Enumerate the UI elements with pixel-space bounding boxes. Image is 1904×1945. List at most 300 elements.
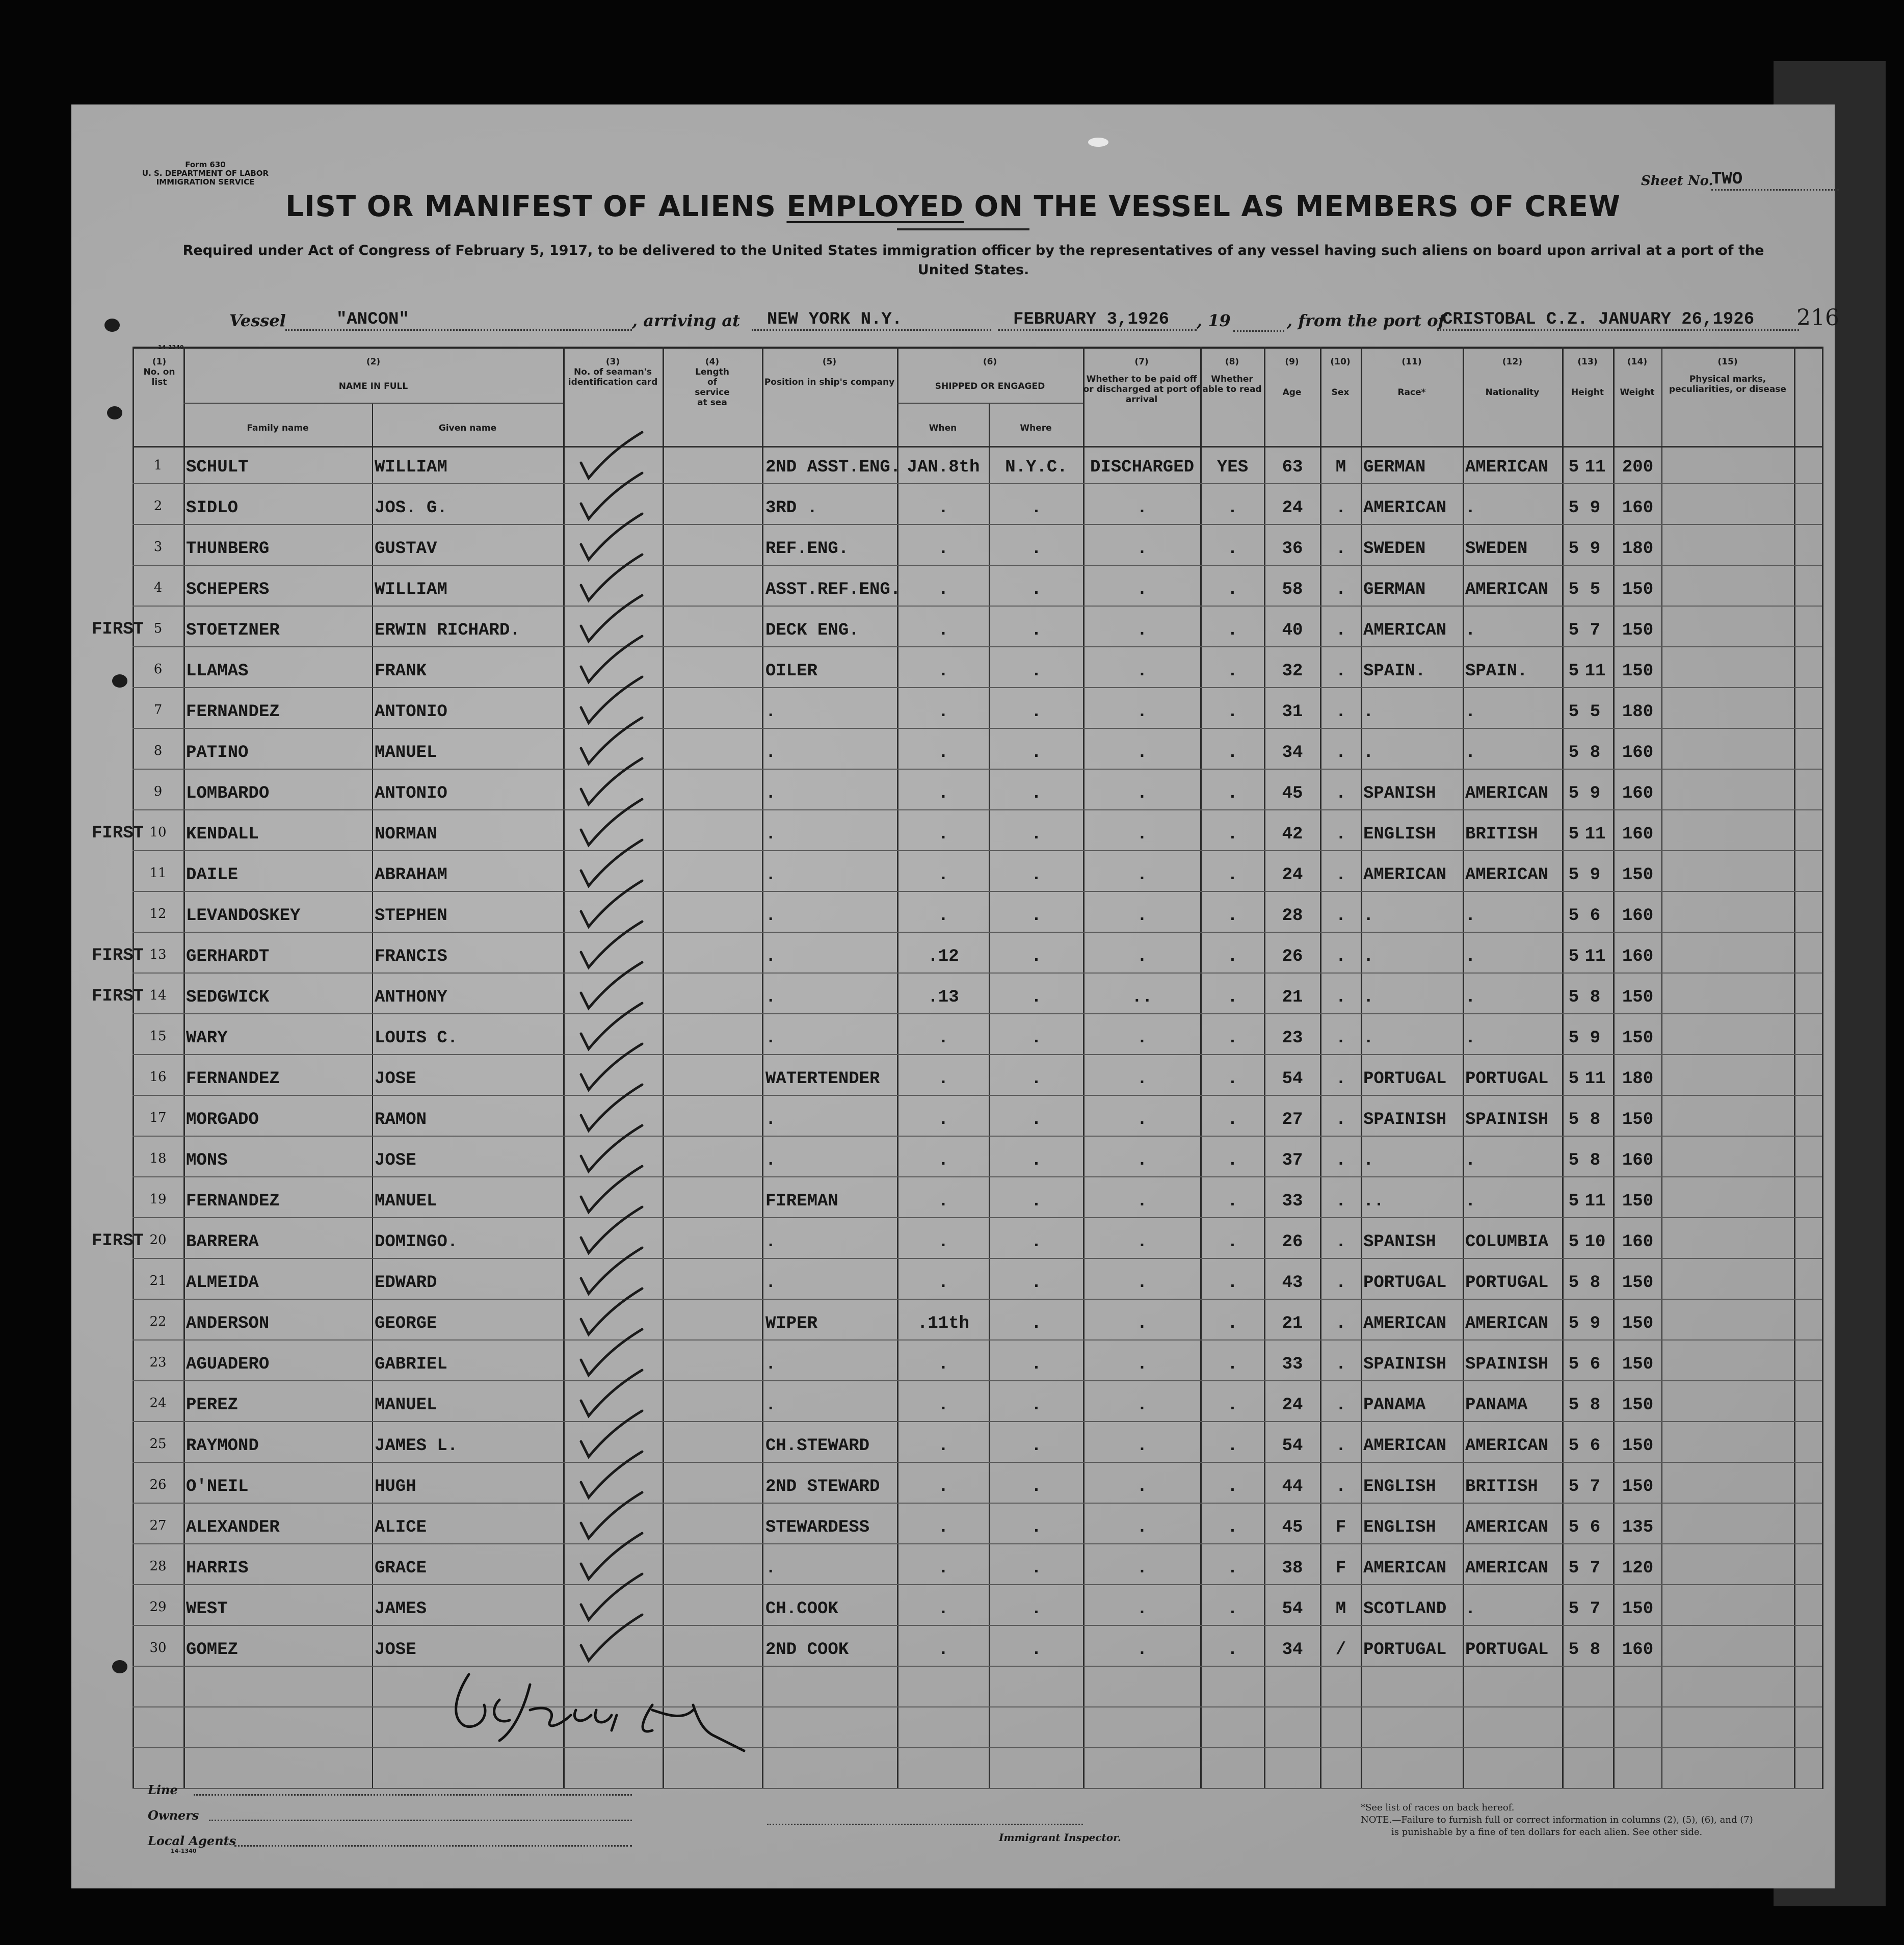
cell-weight: 160 (1622, 825, 1654, 844)
cell-age: 44 (1282, 1477, 1303, 1496)
cell-where: . (1031, 784, 1042, 803)
cell-weight: 160 (1622, 947, 1654, 966)
cell-nationality: SWEDEN (1465, 539, 1528, 559)
cell-weight: 135 (1622, 1518, 1654, 1537)
cell-read: . (1227, 1640, 1238, 1660)
cell-when: . (938, 621, 949, 640)
col-sex-title: Sex (1331, 387, 1350, 398)
cell-where: . (1031, 621, 1042, 640)
cell-family: ANDERSON (186, 1314, 270, 1333)
cell-race: SPANISH (1363, 784, 1436, 803)
cell-position: . (765, 784, 776, 803)
cell-sex: . (1335, 1314, 1346, 1333)
col-age-number: (9) (1285, 357, 1299, 367)
cell-where: . (1031, 702, 1042, 722)
cell-no: 27 (149, 1518, 167, 1533)
cell-paid-off: . (1136, 1640, 1148, 1660)
cell-ht-ft: 5 (1568, 539, 1579, 559)
cell-where: . (1031, 1396, 1042, 1415)
cell-ht-in: 9 (1590, 1029, 1601, 1048)
cell-age: 63 (1282, 458, 1303, 477)
cell-family: SCHULT (186, 458, 249, 477)
cell-when: .12 (928, 947, 959, 966)
cell-when: . (938, 906, 949, 926)
cell-age: 45 (1282, 784, 1303, 803)
cell-position: STEWARDESS (765, 1518, 870, 1537)
check-mark (581, 881, 642, 927)
cell-read: . (1227, 988, 1238, 1007)
cell-read: YES (1217, 458, 1249, 477)
cell-paid-off: DISCHARGED (1090, 458, 1195, 477)
cell-nationality: . (1465, 621, 1476, 640)
agents-label: Local Agents (148, 1833, 236, 1848)
cell-when: .11th (917, 1314, 970, 1333)
cell-position: OILER (765, 662, 818, 681)
cell-where: . (1031, 1232, 1042, 1252)
cell-read: . (1227, 825, 1238, 844)
cell-ht-ft: 5 (1568, 1396, 1579, 1415)
cell-where: . (1031, 1314, 1042, 1333)
col-age-title: Age (1282, 387, 1302, 398)
check-mark (581, 1085, 642, 1131)
cell-position: CH.STEWARD (765, 1436, 870, 1456)
check-mark (581, 962, 642, 1008)
cell-given: GABRIEL (375, 1355, 447, 1374)
races-note: *See list of races on back hereof. (1361, 1802, 1515, 1813)
cell-paid-off: . (1136, 1273, 1148, 1293)
col-where-header: Where (1020, 423, 1052, 433)
cell-race: GERMAN (1363, 458, 1426, 477)
margin-note: FIRST (92, 1231, 144, 1251)
cell-age: 26 (1282, 1232, 1303, 1252)
col-paidoff-title: Whether to be paid off or discharged at port of arrival (1083, 374, 1200, 405)
line-label: Line (148, 1782, 178, 1797)
cell-family: LLAMAS (186, 662, 249, 681)
cell-age: 23 (1282, 1029, 1303, 1048)
col-marks-number: (15) (1717, 357, 1738, 367)
cell-read: . (1227, 1559, 1238, 1578)
cell-race: SPANISH (1363, 1232, 1436, 1252)
cell-weight: 150 (1622, 1355, 1654, 1374)
cell-family: SCHEPERS (186, 580, 270, 599)
footer-notes (1361, 1802, 1753, 1838)
cell-read: . (1227, 743, 1238, 763)
cell-ht-in: 7 (1590, 621, 1601, 640)
cell-ht-ft: 5 (1568, 1273, 1579, 1293)
cell-race: PORTUGAL (1363, 1273, 1447, 1293)
cell-race: . (1363, 1151, 1374, 1170)
cell-nationality: AMERICAN (1465, 1436, 1549, 1456)
cell-age: 31 (1282, 702, 1303, 722)
cell-where: . (1031, 580, 1042, 599)
cell-position: . (765, 865, 776, 885)
cell-race: PORTUGAL (1363, 1640, 1447, 1660)
cell-ht-ft: 5 (1568, 743, 1579, 763)
cell-given: FRANCIS (375, 947, 447, 966)
margin-note: FIRST (92, 987, 144, 1006)
cell-where: . (1031, 1273, 1042, 1293)
cell-nationality: BRITISH (1465, 1477, 1538, 1496)
cell-read: . (1227, 784, 1238, 803)
cell-sex: . (1335, 906, 1346, 926)
cell-ht-in: 7 (1590, 1559, 1601, 1578)
cell-where: . (1031, 743, 1042, 763)
cell-paid-off: . (1136, 1314, 1148, 1333)
cell-where: . (1031, 1640, 1042, 1660)
cell-paid-off: .. (1131, 988, 1153, 1007)
cell-read: . (1227, 1477, 1238, 1496)
cell-paid-off: . (1136, 784, 1148, 803)
cell-race: PORTUGAL (1363, 1069, 1447, 1089)
cell-position: . (765, 988, 776, 1007)
cell-when: . (938, 1029, 949, 1048)
cell-weight: 160 (1622, 1232, 1654, 1252)
col-height-title: Height (1571, 387, 1604, 398)
owners-blank (209, 1820, 632, 1821)
cell-race: . (1363, 1029, 1374, 1048)
binder-hole (104, 319, 120, 332)
cell-given: FRANK (375, 662, 427, 681)
cell-nationality: SPAIN. (1465, 662, 1528, 681)
cell-weight: 150 (1622, 1273, 1654, 1293)
cell-sex: . (1335, 1110, 1346, 1129)
cell-weight: 150 (1622, 621, 1654, 640)
cell-nationality: AMERICAN (1465, 784, 1549, 803)
cell-sex: . (1335, 1477, 1346, 1496)
cell-ht-ft: 5 (1568, 580, 1579, 599)
cell-paid-off: . (1136, 1232, 1148, 1252)
cell-age: 32 (1282, 662, 1303, 681)
cell-sex: . (1335, 498, 1346, 518)
cell-nationality: . (1465, 1192, 1476, 1211)
cell-sex: M (1335, 1599, 1346, 1619)
col-name-number: (2) (366, 357, 381, 367)
cell-given: JAMES L. (375, 1436, 458, 1456)
col-read-title: Whether able to read (1202, 374, 1262, 395)
cell-ht-ft: 5 (1568, 865, 1579, 885)
penalty-note: NOTE.—Failure to furnish full or correct information in columns (2), (5), (6), and (7) (1361, 1815, 1753, 1825)
col-nationality-number: (12) (1502, 357, 1523, 367)
cell-paid-off: . (1136, 1559, 1148, 1578)
cell-ht-in: 6 (1590, 1355, 1601, 1374)
cell-no: 21 (149, 1273, 167, 1289)
cell-read: . (1227, 1029, 1238, 1048)
cell-sex: F (1335, 1559, 1346, 1578)
cell-no: 12 (149, 906, 167, 922)
cell-family: DAILE (186, 865, 239, 885)
cell-no: 3 (153, 539, 163, 555)
cell-nationality: . (1465, 906, 1476, 926)
cell-paid-off: . (1136, 1029, 1148, 1048)
cell-given: JOSE (375, 1069, 416, 1089)
cell-paid-off: . (1136, 743, 1148, 763)
cell-ht-in: 9 (1590, 498, 1601, 518)
cell-given: DOMINGO. (375, 1232, 458, 1252)
arriving-label: , arriving at (632, 311, 740, 330)
cell-family: AGUADERO (186, 1355, 270, 1374)
cell-age: 33 (1282, 1192, 1303, 1211)
cell-race: . (1363, 743, 1374, 763)
cell-given: JOSE (375, 1151, 416, 1170)
cell-when: . (938, 1436, 949, 1456)
cell-nationality: . (1465, 1599, 1476, 1619)
cell-no: 4 (153, 580, 163, 595)
cell-read: . (1227, 1110, 1238, 1129)
cell-position: . (765, 1559, 776, 1578)
cell-nationality: . (1465, 498, 1476, 518)
cell-when: . (938, 1396, 949, 1415)
cell-when: . (938, 1640, 949, 1660)
crew-table (71, 347, 1835, 1789)
cell-family: STOETZNER (186, 621, 280, 640)
cell-ht-ft: 5 (1568, 662, 1579, 681)
cell-family: WARY (186, 1029, 228, 1048)
cell-where: . (1031, 1559, 1042, 1578)
cell-family: ALMEIDA (186, 1273, 259, 1293)
cell-sex: . (1335, 1029, 1346, 1048)
cell-where: . (1031, 825, 1042, 844)
cell-position: . (765, 1232, 776, 1252)
cell-no: 22 (149, 1314, 167, 1329)
sheet-number: TWO (1711, 170, 1839, 191)
cell-position: . (765, 1273, 776, 1293)
col-read-number: (8) (1225, 357, 1239, 367)
check-mark (581, 1411, 642, 1457)
page-title (71, 190, 1835, 223)
check-mark (581, 1370, 642, 1416)
title-text-employed: EMPLOYED (786, 190, 964, 223)
cell-race: SWEDEN (1363, 539, 1426, 559)
cell-position: . (765, 906, 776, 926)
cell-no: 11 (149, 865, 167, 881)
cell-read: . (1227, 947, 1238, 966)
cell-sex: . (1335, 1273, 1346, 1293)
binder-hole (112, 674, 127, 688)
cell-sex: . (1335, 825, 1346, 844)
col-no-title: No. on list (143, 367, 175, 387)
col-idcard-title: No. of seaman's identification card (568, 367, 658, 387)
cell-no: 5 (153, 621, 163, 636)
cell-family: MONS (186, 1151, 228, 1170)
cell-weight: 150 (1622, 988, 1654, 1007)
cell-ht-ft: 5 (1568, 621, 1579, 640)
cell-weight: 160 (1622, 906, 1654, 926)
cell-position: . (765, 825, 776, 844)
vessel-name: "ANCON" (285, 310, 632, 331)
cell-given: EDWARD (375, 1273, 437, 1293)
cell-no: 15 (149, 1029, 167, 1044)
cell-age: 21 (1282, 1314, 1303, 1333)
cell-paid-off: . (1136, 539, 1148, 559)
cell-no: 2 (153, 498, 163, 514)
cell-when: . (938, 865, 949, 885)
cell-age: 54 (1282, 1069, 1303, 1089)
margin-note: FIRST (92, 946, 144, 965)
cell-nationality: . (1465, 743, 1476, 763)
check-mark (581, 1289, 642, 1334)
cell-read: . (1227, 1436, 1238, 1456)
cell-sex: . (1335, 1396, 1346, 1415)
cell-sex: . (1335, 1436, 1346, 1456)
cell-paid-off: . (1136, 1192, 1148, 1211)
cell-paid-off: . (1136, 1599, 1148, 1619)
cell-position: FIREMAN (765, 1192, 838, 1211)
cell-where: . (1031, 1069, 1042, 1089)
cell-paid-off: . (1136, 865, 1148, 885)
cell-ht-in: 8 (1590, 988, 1601, 1007)
cell-race: SPAIN. (1363, 662, 1426, 681)
cell-when: . (938, 784, 949, 803)
binder-hole (112, 1660, 127, 1673)
cell-ht-ft: 5 (1568, 1640, 1579, 1660)
cell-age: 43 (1282, 1273, 1303, 1293)
cell-ht-ft: 5 (1568, 1559, 1579, 1578)
col-service-number: (4) (705, 357, 720, 367)
cell-paid-off: . (1136, 662, 1148, 681)
check-mark (581, 758, 642, 804)
col-weight-number: (14) (1627, 357, 1648, 367)
cell-nationality: AMERICAN (1465, 1314, 1549, 1333)
cell-when: . (938, 825, 949, 844)
cell-position: . (765, 1110, 776, 1129)
cell-sex: . (1335, 865, 1346, 885)
cell-given: WILLIAM (375, 580, 447, 599)
col-paidoff-number: (7) (1134, 357, 1149, 367)
cell-race: ENGLISH (1363, 1518, 1436, 1537)
cell-age: 40 (1282, 621, 1303, 640)
cell-family: GOMEZ (186, 1640, 239, 1660)
cell-family: FERNANDEZ (186, 1069, 280, 1089)
cell-ht-ft: 5 (1568, 1599, 1579, 1619)
cell-age: 54 (1282, 1436, 1303, 1456)
cell-ht-ft: 5 (1568, 498, 1579, 518)
cell-read: . (1227, 1314, 1238, 1333)
cell-sex: . (1335, 662, 1346, 681)
check-mark (581, 718, 642, 764)
cell-age: 38 (1282, 1559, 1303, 1578)
cell-ht-in: 8 (1590, 743, 1601, 763)
cell-no: 7 (153, 702, 163, 718)
col-given-header: Given name (438, 423, 497, 433)
check-mark (581, 514, 642, 560)
cell-sex: . (1335, 621, 1346, 640)
cell-read: . (1227, 498, 1238, 518)
check-mark (581, 1125, 642, 1171)
cell-paid-off: . (1136, 1069, 1148, 1089)
cell-sex: . (1335, 702, 1346, 722)
cell-ht-ft: 5 (1568, 458, 1579, 477)
cell-family: FERNANDEZ (186, 1192, 280, 1211)
cell-nationality: PANAMA (1465, 1396, 1528, 1415)
cell-paid-off: . (1136, 580, 1148, 599)
check-mark (581, 840, 642, 886)
col-race-title: Race* (1397, 387, 1426, 398)
cell-when: . (938, 1192, 949, 1211)
cell-ht-in: 11 (1584, 1192, 1606, 1211)
check-marks-overlay (71, 347, 1835, 1789)
cell-ht-ft: 5 (1568, 1436, 1579, 1456)
cell-read: . (1227, 906, 1238, 926)
cell-sex: . (1335, 743, 1346, 763)
cell-age: 27 (1282, 1110, 1303, 1129)
col-position-title: Position in ship's company (764, 377, 895, 387)
cell-race: . (1363, 702, 1374, 722)
cell-ht-in: 9 (1590, 784, 1601, 803)
check-mark (581, 1574, 642, 1620)
cell-weight: 160 (1622, 1151, 1654, 1170)
cell-race: AMERICAN (1363, 1559, 1447, 1578)
check-mark (581, 1329, 642, 1375)
cell-given: ALICE (375, 1518, 427, 1537)
cell-nationality: AMERICAN (1465, 580, 1549, 599)
cell-nationality: . (1465, 702, 1476, 722)
cell-paid-off: . (1136, 1477, 1148, 1496)
cell-race: AMERICAN (1363, 865, 1447, 885)
cell-weight: 150 (1622, 580, 1654, 599)
cell-given: MANUEL (375, 1396, 437, 1415)
cell-family: WEST (186, 1599, 228, 1619)
cell-ht-ft: 5 (1568, 702, 1579, 722)
cell-family: GERHARDT (186, 947, 270, 966)
cell-family: ALEXANDER (186, 1518, 280, 1537)
cell-weight: 150 (1622, 1436, 1654, 1456)
cell-where: . (1031, 1599, 1042, 1619)
cell-paid-off: . (1136, 906, 1148, 926)
penalty-note-2: is punishable by a fine of ten dollars for each alien. See other side. (1391, 1827, 1703, 1837)
col-marks-title: Physical marks, peculiarities, or disease (1669, 374, 1786, 395)
cell-where: . (1031, 539, 1042, 559)
cell-age: 34 (1282, 743, 1303, 763)
col-idcard-number: (3) (605, 357, 620, 367)
year-label: , 19 (1197, 311, 1231, 330)
cell-when: . (938, 702, 949, 722)
service-name: IMMIGRATION SERVICE (156, 177, 255, 187)
cell-no: 14 (149, 988, 167, 1003)
cell-ht-in: 9 (1590, 1314, 1601, 1333)
cell-family: O'NEIL (186, 1477, 249, 1496)
cell-race: ENGLISH (1363, 1477, 1436, 1496)
cell-race: GERMAN (1363, 580, 1426, 599)
cell-weight: 160 (1622, 498, 1654, 518)
cell-race: ENGLISH (1363, 825, 1436, 844)
signature-text: L. C. Jones, Insp. (459, 1725, 468, 1726)
cell-where: . (1031, 865, 1042, 885)
margin-note: FIRST (92, 824, 144, 843)
cell-nationality: PORTUGAL (1465, 1273, 1549, 1293)
cell-given: GRACE (375, 1559, 427, 1578)
cell-age: 26 (1282, 947, 1303, 966)
cell-no: 20 (149, 1232, 167, 1248)
cell-ht-ft: 5 (1568, 1518, 1579, 1537)
cell-weight: 160 (1622, 743, 1654, 763)
arrival-date: FEBRUARY 3,1926 (998, 310, 1197, 331)
cell-age: 28 (1282, 906, 1303, 926)
cell-ht-ft: 5 (1568, 1029, 1579, 1048)
cell-read: . (1227, 662, 1238, 681)
cell-read: . (1227, 865, 1238, 885)
cell-no: 17 (149, 1110, 167, 1125)
cell-position: WATERTENDER (765, 1069, 880, 1089)
cell-age: 42 (1282, 825, 1303, 844)
cell-where: . (1031, 1029, 1042, 1048)
cell-race: SCOTLAND (1363, 1599, 1447, 1619)
cell-nationality: AMERICAN (1465, 1559, 1549, 1578)
cell-given: ABRAHAM (375, 865, 447, 885)
cell-ht-in: 6 (1590, 906, 1601, 926)
cell-no: 9 (153, 784, 163, 799)
cell-read: . (1227, 580, 1238, 599)
cell-given: JOSE (375, 1640, 416, 1660)
